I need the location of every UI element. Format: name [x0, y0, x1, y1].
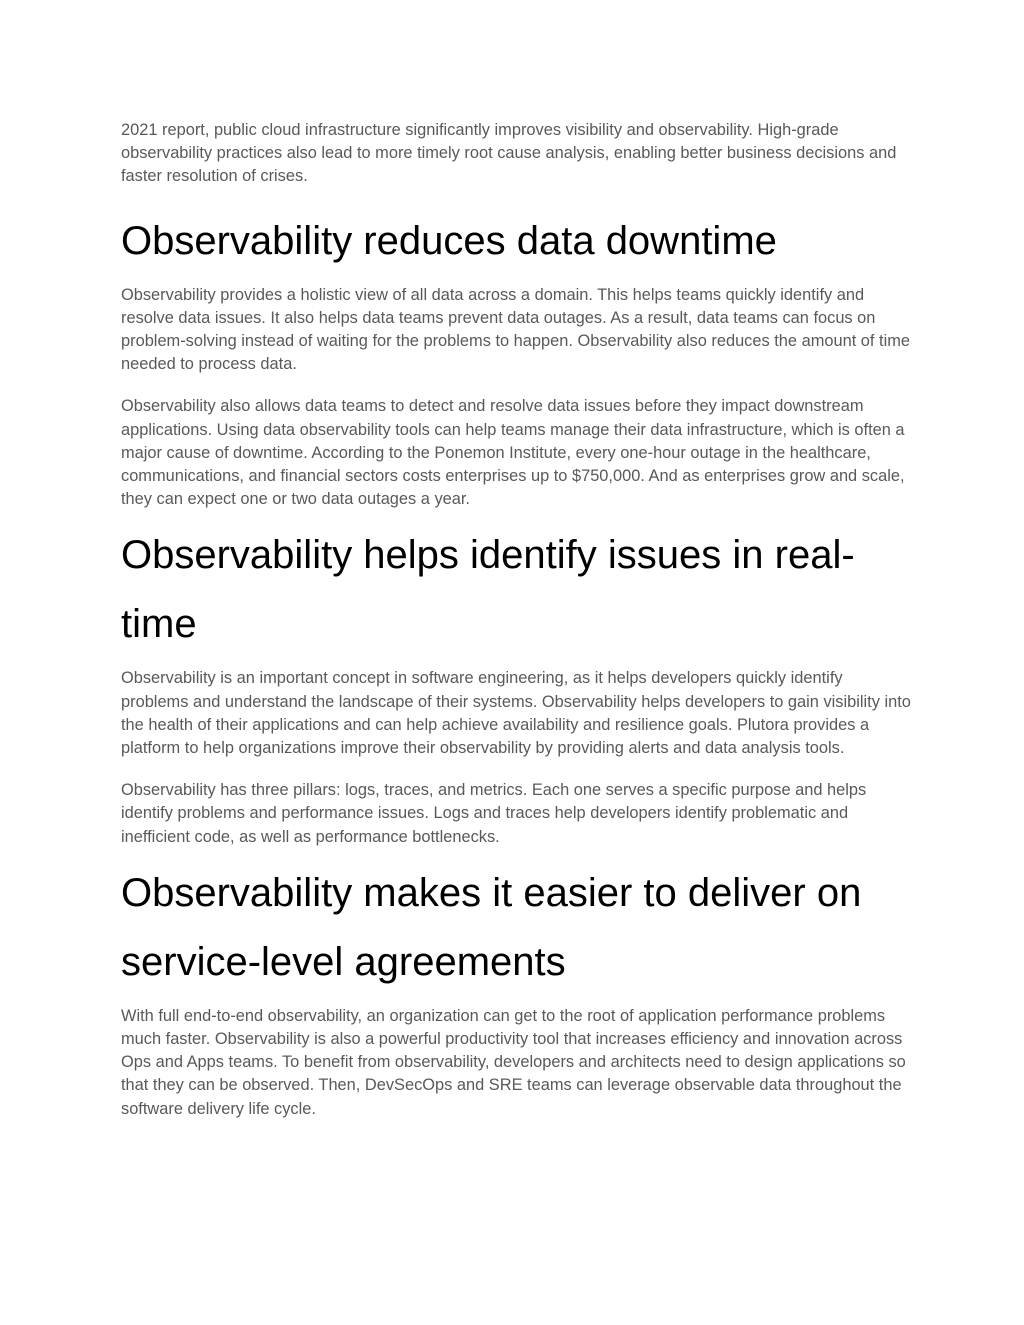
section-paragraph: Observability is an important concept in software engineering, as it helps developers quickly identify problems and understand the landscape of their systems. Observability helps developers to gain visibility into the health of their applications and can help achieve availability and resilience goals. Plutora provides a platform to help organizations improve their observability by providing alerts and data analysis tools. — [121, 669, 911, 758]
section-paragraph: Observability has three pillars: logs, traces, and metrics. Each one serves a specific purpose and helps identify problems and performance issues. Logs and traces help developers identify problematic and inefficient code, as well as performance bottlenecks. — [121, 781, 867, 846]
section-paragraph: Observability provides a holistic view of all data across a domain. This helps teams quickly identify and resolve data issues. It also helps data teams prevent data outages. As a result, data teams can focus on problem-solving instead of waiting for the problems to happen. Observability also reduces the amount of time needed to process data. — [121, 285, 910, 374]
section-heading-identify-issues: Observability helps identify issues in real-time — [121, 533, 855, 647]
document-page — [121, 119, 911, 1121]
intro-paragraph: 2021 report, public cloud infrastructure significantly improves visibility and observability. High-grade observability practices also lead to more timely root cause analysis, enabling better business decisions and faster resolution of crises. — [121, 121, 897, 186]
section-paragraph: With full end-to-end observability, an organization can get to the root of application performance problems much faster. Observability is also a powerful productivity tool that increases efficiency and innovation across Ops and Apps teams. To benefit from observability, developers and architects need to design applications so that they can be observed. Then, DevSecOps and SRE teams can leverage observable data throughout the software delivery life cycle. — [121, 1006, 906, 1118]
section-heading-service-level-agreements: Observability makes it easier to deliver on service-level agreements — [121, 870, 862, 984]
section-heading-data-downtime: Observability reduces data downtime — [121, 218, 777, 263]
section-paragraph: Observability also allows data teams to detect and resolve data issues before they impact downstream applications. Using data observability tools can help teams manage their data infrastructure, which is often a major cause of downtime. According to the Ponemon Institute, every one-hour outage in the healthcare, communications, and financial sectors costs enterprises up to $750,000. And as enterprises grow and scale, they can expect one or two data outages a year. — [121, 397, 905, 509]
